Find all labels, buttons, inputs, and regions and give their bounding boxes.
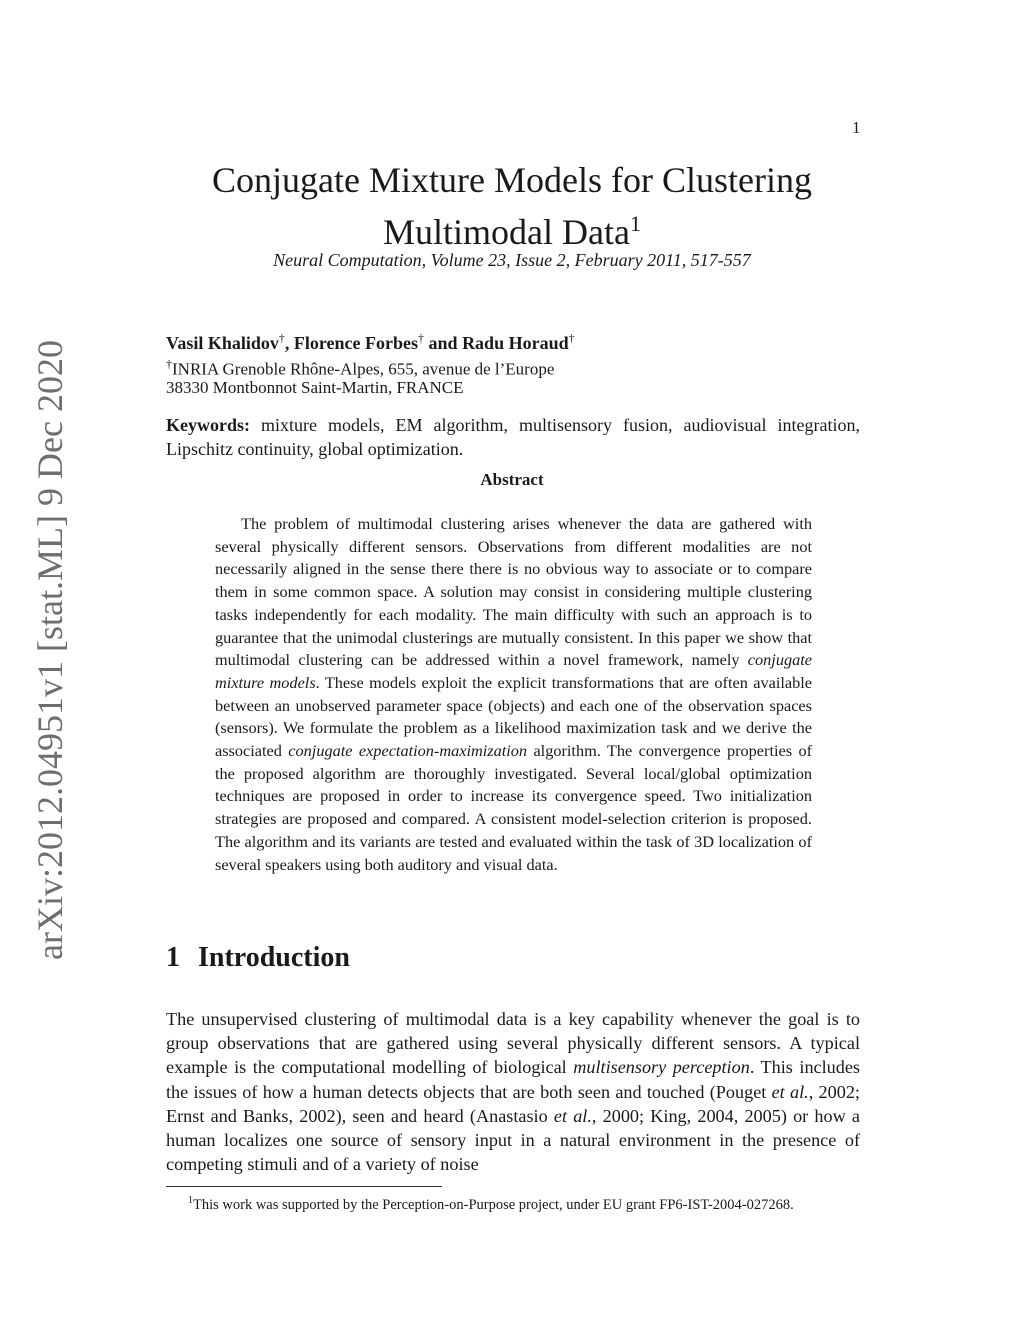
intro-text: , 2002; Ernst and Banks, 2002), seen and heard (Anastasio [166, 1081, 860, 1126]
footnote-mark: 1 [188, 1195, 193, 1206]
arxiv-side-stamp: arXiv:2012.04951v1 [stat.ML] 9 Dec 2020 [30, 340, 70, 960]
affiliation-mark: † [568, 331, 575, 345]
keywords [166, 413, 860, 461]
footnote [166, 1190, 860, 1216]
footnote-rule [166, 1186, 442, 1187]
introduction-paragraph [166, 1007, 860, 1176]
footnote-text: This work was supported by the Perception-on-Purpose project, under EU grant FP6-IST-2004-027268. [193, 1196, 794, 1213]
author-name: Vasil Khalidov [166, 333, 279, 353]
title-line-1: Conjugate Mixture Models for Clustering [212, 160, 812, 200]
title-line-2: Multimodal Data [383, 212, 630, 252]
abstract-body [215, 513, 812, 876]
abstract-emphasis: conjugate expectation-maximization [288, 741, 528, 761]
intro-emphasis: multisensory perception [573, 1057, 750, 1078]
abstract-emphasis: conjugate mixture models [215, 650, 812, 692]
author-name: Radu Horaud [462, 333, 569, 353]
keywords-text: mixture models, EM algorithm, multisensory fusion, audiovisual integration, Lipschitz continuity, global optimization. [166, 415, 860, 459]
affiliation-institution: INRIA Grenoble Rhône-Alpes, 655, avenue de l’Europe [172, 359, 555, 379]
intro-emphasis: et al. [771, 1081, 809, 1102]
section-number: 1 [166, 942, 180, 973]
abstract-text: algorithm. The convergence properties of the proposed algorithm are thoroughly investigated. Several local/global optimization techniques are proposed in order to increase its convergence speed. Two initialization strategies are proposed and compared. A consistent model-selection criterion is proposed. The algorithm and its variants are tested and evaluated within the task of 3D localization of several speakers using both auditory and visual data. [215, 741, 812, 874]
affiliation-mark: † [166, 357, 172, 371]
journal-reference: Neural Computation, Volume 23, Issue 2, February 2011, 517-557 [273, 250, 751, 270]
intro-text: . This includes the issues of how a human detects objects that are both seen and touched (Pouget [166, 1057, 861, 1102]
page-number: 1 [852, 118, 861, 137]
intro-text: The unsupervised clustering of multimodal data is a key capability whenever the goal is to group observations that are gathered using several physically different sensors. A typical example is the computational modelling of biological [166, 1009, 860, 1078]
author-separator: , [284, 333, 294, 353]
abstract-heading: Abstract [480, 470, 544, 489]
intro-text: , 2000; King, 2004, 2005) or how a human localizes one source of sensory input in a natural environment in the presence of competing stimuli and of a variety of noise [166, 1105, 861, 1175]
affiliation-address: 38330 Montbonnot Saint-Martin, FRANCE [166, 378, 464, 397]
author-name: Florence Forbes [293, 333, 419, 353]
keywords-label: Keywords: [166, 415, 250, 435]
paper-title [0, 158, 1024, 254]
author-list [166, 326, 860, 355]
section-heading [166, 942, 350, 974]
author-separator: and [424, 333, 463, 353]
title-footnote-mark: 1 [629, 211, 641, 236]
abstract-text: The problem of multimodal clustering arises whenever the data are gathered with several physically different sensors. Observations from different modalities are not necessarily aligned in the sense there there is no obvious way to associate or to compare them in some common space. A solution may consist in considering multiple clustering tasks independently for each modality. The main difficulty with such an approach is to guarantee that the unimodal clusterings are mutually consistent. In this paper we show that multimodal clustering can be addressed within a novel framework, namely [215, 514, 812, 670]
affiliation-mark: † [418, 331, 425, 345]
affiliation-mark: † [278, 331, 285, 345]
intro-emphasis: et al. [553, 1105, 592, 1126]
abstract-text: . These models exploit the explicit transformations that are often available between an unobserved parameter space (objects) and each one of the observation spaces (sensors). We formulate the problem as a likelihood maximization task and we derive the associated [215, 672, 813, 761]
section-title: Introduction [198, 942, 350, 973]
